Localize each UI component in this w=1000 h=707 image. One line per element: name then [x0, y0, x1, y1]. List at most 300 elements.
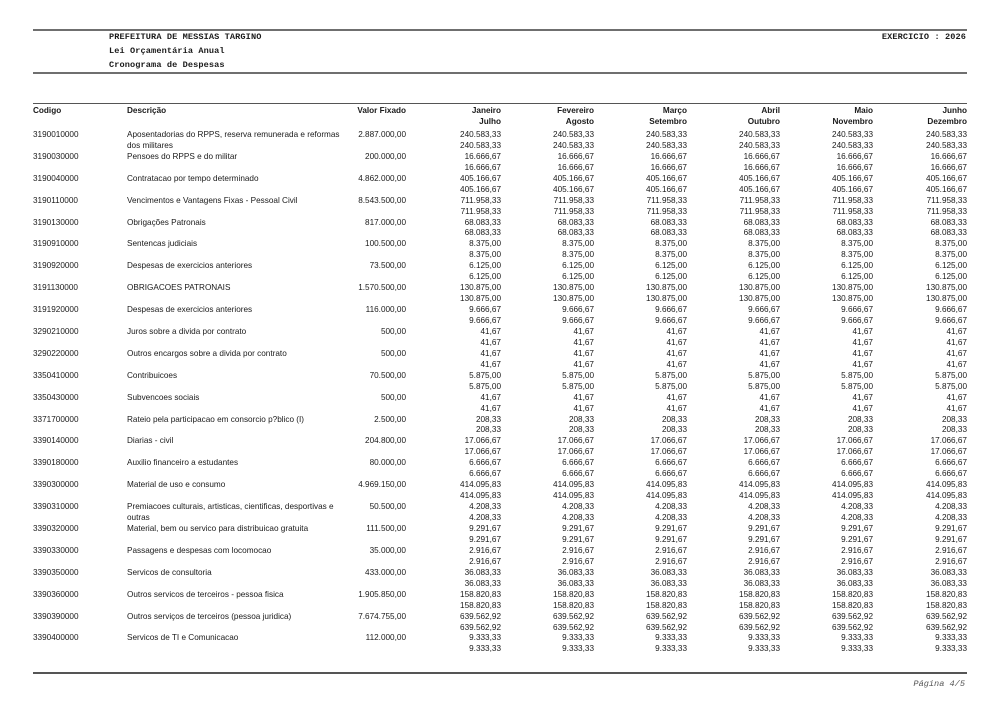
- month-value: 158.820,83: [739, 589, 780, 599]
- row-month-values: [562, 239, 594, 261]
- month-value: 41,67: [946, 403, 967, 413]
- month-value: 8.375,00: [469, 239, 501, 249]
- month-value: 41,67: [666, 348, 687, 358]
- month-value: 17.066,67: [557, 436, 594, 446]
- month-value: 17.066,67: [930, 436, 967, 446]
- month-value: 9.666,67: [655, 305, 687, 315]
- month-value: 9.333,33: [748, 633, 780, 643]
- org-name: PREFEITURA DE MESSIAS TARGINO: [109, 32, 262, 42]
- month-value: 639.562,92: [646, 622, 687, 632]
- row-codigo: 3190040000: [33, 173, 79, 183]
- row-descricao: Material, bem ou servico para distribuicao gratuita: [127, 524, 309, 534]
- row-valor-fixado: 500,00: [380, 348, 406, 358]
- month-value: 5.875,00: [655, 370, 687, 380]
- month-value: 9.666,67: [562, 305, 594, 315]
- month-value: 414.095,83: [739, 480, 780, 490]
- month-value: 36.083,33: [743, 578, 780, 588]
- row-month-values: [832, 174, 873, 196]
- month-value: 130.875,00: [832, 294, 873, 304]
- row-month-values: [651, 436, 687, 458]
- month-value: 9.666,67: [935, 316, 967, 326]
- header-top-rule: [33, 29, 967, 31]
- row-month-values: [748, 371, 780, 393]
- month-value: 639.562,92: [739, 622, 780, 632]
- row-month-values: [655, 261, 687, 283]
- month-value: 5.875,00: [469, 381, 501, 391]
- month-value: 8.375,00: [748, 239, 780, 249]
- month-value: 41,67: [759, 337, 780, 347]
- row-descricao: Contratacao por tempo determinado: [127, 173, 259, 183]
- month-value: 36.083,33: [836, 567, 873, 577]
- month-value: 711.958,33: [460, 195, 501, 205]
- month-value: 5.875,00: [655, 381, 687, 391]
- row-month-values: [926, 590, 967, 612]
- row-codigo: 3350430000: [33, 392, 79, 402]
- row-month-values: [562, 261, 594, 283]
- month-value: 41,67: [759, 327, 780, 337]
- month-value: 711.958,33: [646, 195, 687, 205]
- month-value: 41,67: [946, 392, 967, 402]
- table-row: [33, 283, 967, 305]
- month-value: 240.583,33: [646, 130, 687, 139]
- month-value: 8.375,00: [655, 250, 687, 260]
- table-row: [33, 239, 967, 261]
- month-value: 6.666,67: [748, 469, 780, 479]
- row-month-values: [469, 524, 501, 546]
- table-row: [33, 480, 967, 502]
- row-valor-fixado: 204.800,00: [365, 436, 406, 446]
- row-codigo: 3350410000: [33, 370, 79, 380]
- row-month-values: [461, 196, 501, 218]
- month-value: 16.666,67: [743, 151, 780, 161]
- month-value: 405.166,67: [832, 184, 873, 194]
- row-month-values: [574, 349, 595, 371]
- month-value: 6.125,00: [655, 261, 687, 271]
- month-value: 5.875,00: [469, 370, 501, 380]
- row-month-values: [739, 174, 780, 196]
- row-month-values: [553, 480, 594, 502]
- month-value: 130.875,00: [739, 283, 780, 293]
- month-value: 41,67: [946, 359, 967, 369]
- month-value: 8.375,00: [469, 250, 501, 260]
- row-month-values: [748, 524, 780, 546]
- col-month-5: Maio Novembro: [832, 106, 873, 126]
- row-codigo: 3190910000: [33, 239, 79, 249]
- month-value: 2.916,67: [748, 545, 780, 555]
- row-descricao: Despesas de exercicios anteriores: [127, 261, 253, 271]
- month-value: 2.916,67: [841, 556, 873, 566]
- row-month-values: [739, 612, 780, 634]
- month-value: 240.583,33: [739, 130, 780, 139]
- month-value: 8.375,00: [841, 250, 873, 260]
- month-value: 17.066,67: [464, 447, 501, 457]
- month-value: 41,67: [946, 337, 967, 347]
- month-value: 208,33: [754, 414, 780, 424]
- month-value: 6.125,00: [562, 272, 594, 282]
- row-codigo: 3390350000: [33, 567, 79, 577]
- month-value: 16.666,67: [557, 151, 594, 161]
- month-value: 16.666,67: [650, 151, 687, 161]
- month-value: 16.666,67: [464, 151, 501, 161]
- row-month-values: [476, 415, 501, 437]
- row-codigo: 3390360000: [33, 589, 79, 599]
- month-value: 36.083,33: [650, 567, 687, 577]
- month-value: 68.083,33: [836, 217, 873, 227]
- row-month-values: [931, 436, 967, 458]
- row-descricao: Diarias - civil: [127, 436, 174, 446]
- table-row: [33, 393, 967, 415]
- month-value: 405.166,67: [460, 173, 501, 183]
- row-codigo: 3390180000: [33, 458, 79, 468]
- row-month-values: [841, 305, 873, 327]
- month-value: 17.066,67: [464, 436, 501, 446]
- month-value: 8.375,00: [562, 239, 594, 249]
- row-month-values: [935, 371, 967, 393]
- month-value: 2.916,67: [935, 545, 967, 555]
- month-value: 405.166,67: [739, 173, 780, 183]
- row-month-values: [558, 218, 594, 240]
- month-value: 130.875,00: [646, 283, 687, 293]
- month-value: 639.562,92: [460, 622, 501, 632]
- row-month-values: [481, 327, 502, 349]
- month-value: 639.562,92: [739, 611, 780, 621]
- row-month-values: [841, 458, 873, 480]
- row-month-values: [562, 524, 594, 546]
- table-row: [33, 612, 967, 634]
- row-valor-fixado: 111.500,00: [366, 524, 406, 534]
- row-month-values: [558, 436, 594, 458]
- month-value: 41,67: [573, 392, 594, 402]
- month-value: 6.666,67: [841, 458, 873, 468]
- table-row: [33, 349, 967, 371]
- row-codigo: 3290220000: [33, 348, 79, 358]
- row-month-values: [744, 152, 780, 174]
- month-value: 6.125,00: [748, 261, 780, 271]
- row-month-values: [931, 152, 967, 174]
- col-month-2: Fevereiro Agosto: [557, 106, 594, 126]
- row-valor-fixado: 2.500,00: [374, 414, 406, 424]
- row-month-values: [655, 633, 687, 655]
- row-month-values: [465, 218, 501, 240]
- row-month-values: [562, 371, 594, 393]
- month-value: 17.066,67: [836, 436, 873, 446]
- row-descricao: Sentencas judiciais: [127, 239, 198, 249]
- row-month-values: [574, 393, 595, 415]
- month-value: 639.562,92: [460, 611, 501, 621]
- row-descricao: Passagens e despesas com locomocao: [127, 545, 272, 555]
- month-value: 158.820,83: [460, 589, 501, 599]
- month-value: 41,67: [573, 337, 594, 347]
- month-value: 414.095,83: [646, 480, 687, 490]
- month-value: 6.125,00: [935, 261, 967, 271]
- row-month-values: [744, 436, 780, 458]
- month-value: 4.208,33: [469, 502, 501, 512]
- row-codigo: 3390330000: [33, 545, 79, 555]
- month-value: 17.066,67: [650, 436, 687, 446]
- row-valor-fixado: 500,00: [380, 392, 406, 402]
- row-descricao: Outros serviços de terceiros (pessoa juridica): [127, 611, 292, 621]
- month-value: 711.958,33: [553, 195, 594, 205]
- month-value: 5.875,00: [748, 370, 780, 380]
- month-value: 41,67: [946, 348, 967, 358]
- month-value: 414.095,83: [460, 480, 501, 490]
- row-month-values: [748, 546, 780, 568]
- row-month-values: [832, 480, 873, 502]
- month-value: 6.125,00: [562, 261, 594, 271]
- month-value: 2.916,67: [841, 545, 873, 555]
- month-value: 41,67: [759, 392, 780, 402]
- row-codigo: 3390400000: [33, 633, 79, 643]
- month-value: 639.562,92: [553, 611, 594, 621]
- month-value: 9.291,67: [469, 534, 501, 544]
- month-value: 9.291,67: [655, 524, 687, 534]
- month-value: 6.666,67: [935, 469, 967, 479]
- row-month-values: [647, 196, 687, 218]
- month-value: 41,67: [666, 337, 687, 347]
- row-month-values: [760, 327, 781, 349]
- month-value: 41,67: [573, 348, 594, 358]
- month-value: 158.820,83: [926, 589, 967, 599]
- row-month-values: [935, 261, 967, 283]
- month-value: 405.166,67: [926, 173, 967, 183]
- month-value: 9.291,67: [748, 524, 780, 534]
- row-month-values: [935, 305, 967, 327]
- month-value: 41,67: [573, 359, 594, 369]
- month-value: 17.066,67: [743, 447, 780, 457]
- row-month-values: [562, 546, 594, 568]
- row-month-values: [554, 196, 594, 218]
- month-value: 41,67: [666, 327, 687, 337]
- month-value: 68.083,33: [650, 228, 687, 238]
- row-month-values: [935, 546, 967, 568]
- month-value: 130.875,00: [926, 294, 967, 304]
- row-valor-fixado: 50.500,00: [369, 502, 406, 512]
- row-month-values: [562, 458, 594, 480]
- table-row: [33, 458, 967, 480]
- row-month-values: [655, 524, 687, 546]
- row-codigo: 3371700000: [33, 414, 79, 424]
- month-value: 9.333,33: [935, 644, 967, 654]
- col-month-4: Abril Outubro: [747, 106, 780, 126]
- row-month-values: [562, 305, 594, 327]
- table-row: [33, 524, 967, 546]
- month-value: 68.083,33: [743, 217, 780, 227]
- row-month-values: [947, 327, 968, 349]
- month-value: 711.958,33: [460, 206, 501, 216]
- month-value: 16.666,67: [650, 162, 687, 172]
- month-value: 158.820,83: [646, 589, 687, 599]
- row-codigo: 3190030000: [33, 151, 79, 161]
- month-value: 158.820,83: [739, 600, 780, 610]
- row-month-values: [553, 612, 594, 634]
- month-value: 16.666,67: [836, 162, 873, 172]
- row-month-values: [848, 415, 873, 437]
- month-value: 130.875,00: [926, 283, 967, 293]
- row-month-values: [837, 436, 873, 458]
- row-month-values: [947, 349, 968, 371]
- month-value: 9.666,67: [841, 305, 873, 315]
- month-value: 158.820,83: [832, 600, 873, 610]
- month-value: 41,67: [480, 359, 501, 369]
- row-month-values: [935, 239, 967, 261]
- month-value: 6.666,67: [655, 469, 687, 479]
- month-value: 6.125,00: [841, 272, 873, 282]
- row-month-values: [469, 305, 501, 327]
- row-valor-fixado: 70.500,00: [369, 370, 406, 380]
- row-month-values: [655, 458, 687, 480]
- row-month-values: [832, 283, 873, 305]
- row-month-values: [841, 633, 873, 655]
- month-value: 2.916,67: [748, 556, 780, 566]
- month-value: 639.562,92: [832, 611, 873, 621]
- table-row: [33, 415, 967, 437]
- row-month-values: [655, 546, 687, 568]
- month-value: 9.666,67: [469, 316, 501, 326]
- month-value: 68.083,33: [930, 228, 967, 238]
- row-codigo: 3390320000: [33, 524, 79, 534]
- row-month-values: [562, 633, 594, 655]
- table-row: [33, 130, 967, 152]
- row-valor-fixado: 116.000,00: [365, 305, 406, 315]
- row-month-values: [926, 130, 967, 152]
- month-value: 68.083,33: [930, 217, 967, 227]
- month-value: 414.095,83: [553, 480, 594, 490]
- row-codigo: 3390310000: [33, 502, 79, 512]
- month-value: 9.666,67: [748, 305, 780, 315]
- row-month-values: [469, 633, 501, 655]
- month-value: 711.958,33: [739, 206, 780, 216]
- month-value: 240.583,33: [832, 130, 873, 139]
- month-value: 68.083,33: [464, 228, 501, 238]
- row-valor-fixado: 817.000,00: [365, 217, 406, 227]
- row-month-values: [469, 261, 501, 283]
- month-value: 8.375,00: [562, 250, 594, 260]
- col-descricao: Descrição: [127, 106, 167, 115]
- row-month-values: [646, 612, 687, 634]
- month-value: 130.875,00: [460, 294, 501, 304]
- month-value: 130.875,00: [553, 294, 594, 304]
- row-month-values: [651, 568, 687, 590]
- month-value: 9.333,33: [469, 633, 501, 643]
- month-value: 41,67: [666, 392, 687, 402]
- row-month-values: [667, 327, 688, 349]
- month-value: 36.083,33: [557, 578, 594, 588]
- month-value: 240.583,33: [739, 140, 780, 150]
- row-codigo: 3390390000: [33, 611, 79, 621]
- month-value: 639.562,92: [646, 611, 687, 621]
- month-value: 5.875,00: [562, 370, 594, 380]
- month-value: 8.375,00: [935, 239, 967, 249]
- row-month-values: [469, 458, 501, 480]
- row-month-values: [841, 502, 873, 524]
- month-value: 17.066,67: [743, 436, 780, 446]
- row-month-values: [748, 458, 780, 480]
- month-value: 9.666,67: [841, 316, 873, 326]
- month-value: 8.375,00: [841, 239, 873, 249]
- month-value: 4.208,33: [748, 502, 780, 512]
- month-value: 130.875,00: [646, 294, 687, 304]
- row-month-values: [837, 218, 873, 240]
- month-value: 405.166,67: [553, 184, 594, 194]
- row-month-values: [931, 568, 967, 590]
- month-value: 158.820,83: [553, 589, 594, 599]
- month-value: 158.820,83: [460, 600, 501, 610]
- month-value: 208,33: [847, 414, 873, 424]
- row-codigo: 3191920000: [33, 305, 79, 315]
- row-valor-fixado: 7.674.755,00: [358, 611, 406, 621]
- month-value: 414.095,83: [832, 491, 873, 501]
- month-value: 6.666,67: [748, 458, 780, 468]
- row-month-values: [841, 524, 873, 546]
- month-value: 41,67: [852, 403, 873, 413]
- month-value: 6.666,67: [655, 458, 687, 468]
- row-month-values: [739, 283, 780, 305]
- row-month-values: [460, 283, 501, 305]
- month-value: 711.958,33: [832, 195, 873, 205]
- month-value: 130.875,00: [832, 283, 873, 293]
- row-valor-fixado: 200.000,00: [365, 151, 406, 161]
- month-value: 405.166,67: [460, 184, 501, 194]
- row-month-values: [841, 546, 873, 568]
- month-value: 6.125,00: [469, 272, 501, 282]
- row-descricao: Outros servicos de terceiros - pessoa fisica: [127, 589, 284, 599]
- row-month-values: [667, 393, 688, 415]
- page-number: Página 4/5: [913, 679, 965, 689]
- row-month-values: [853, 327, 874, 349]
- month-value: 17.066,67: [930, 447, 967, 457]
- month-value: 36.083,33: [836, 578, 873, 588]
- expense-schedule-table: [33, 105, 967, 655]
- report-title: Cronograma de Despesas: [109, 60, 225, 70]
- month-value: 9.333,33: [935, 633, 967, 643]
- row-month-values: [748, 239, 780, 261]
- month-value: 240.583,33: [646, 140, 687, 150]
- row-month-values: [739, 590, 780, 612]
- month-value: 2.916,67: [562, 556, 594, 566]
- month-value: 41,67: [480, 392, 501, 402]
- month-value: 130.875,00: [739, 294, 780, 304]
- month-value: 9.291,67: [562, 524, 594, 534]
- month-value: 639.562,92: [926, 611, 967, 621]
- row-month-values: [460, 130, 501, 152]
- table-row: [33, 502, 967, 524]
- month-value: 16.666,67: [557, 162, 594, 172]
- row-descricao: OBRIGACOES PATRONAIS: [127, 283, 231, 293]
- month-value: 4.208,33: [562, 502, 594, 512]
- month-value: 4.208,33: [469, 513, 501, 523]
- row-month-values: [646, 283, 687, 305]
- month-value: 6.666,67: [469, 458, 501, 468]
- month-value: 41,67: [759, 359, 780, 369]
- table-row: [33, 305, 967, 327]
- col-codigo: Codigo: [33, 106, 62, 115]
- month-value: 36.083,33: [650, 578, 687, 588]
- month-value: 9.333,33: [841, 633, 873, 643]
- row-month-values: [465, 568, 501, 590]
- row-valor-fixado: 1.570.500,00: [358, 283, 406, 293]
- month-value: 9.666,67: [469, 305, 501, 315]
- row-codigo: 3190920000: [33, 261, 79, 271]
- row-month-values: [739, 480, 780, 502]
- month-value: 41,67: [852, 337, 873, 347]
- row-month-values: [646, 174, 687, 196]
- row-month-values: [646, 590, 687, 612]
- month-value: 68.083,33: [464, 217, 501, 227]
- row-month-values: [935, 524, 967, 546]
- row-month-values: [651, 152, 687, 174]
- row-month-values: [739, 130, 780, 152]
- row-month-values: [947, 393, 968, 415]
